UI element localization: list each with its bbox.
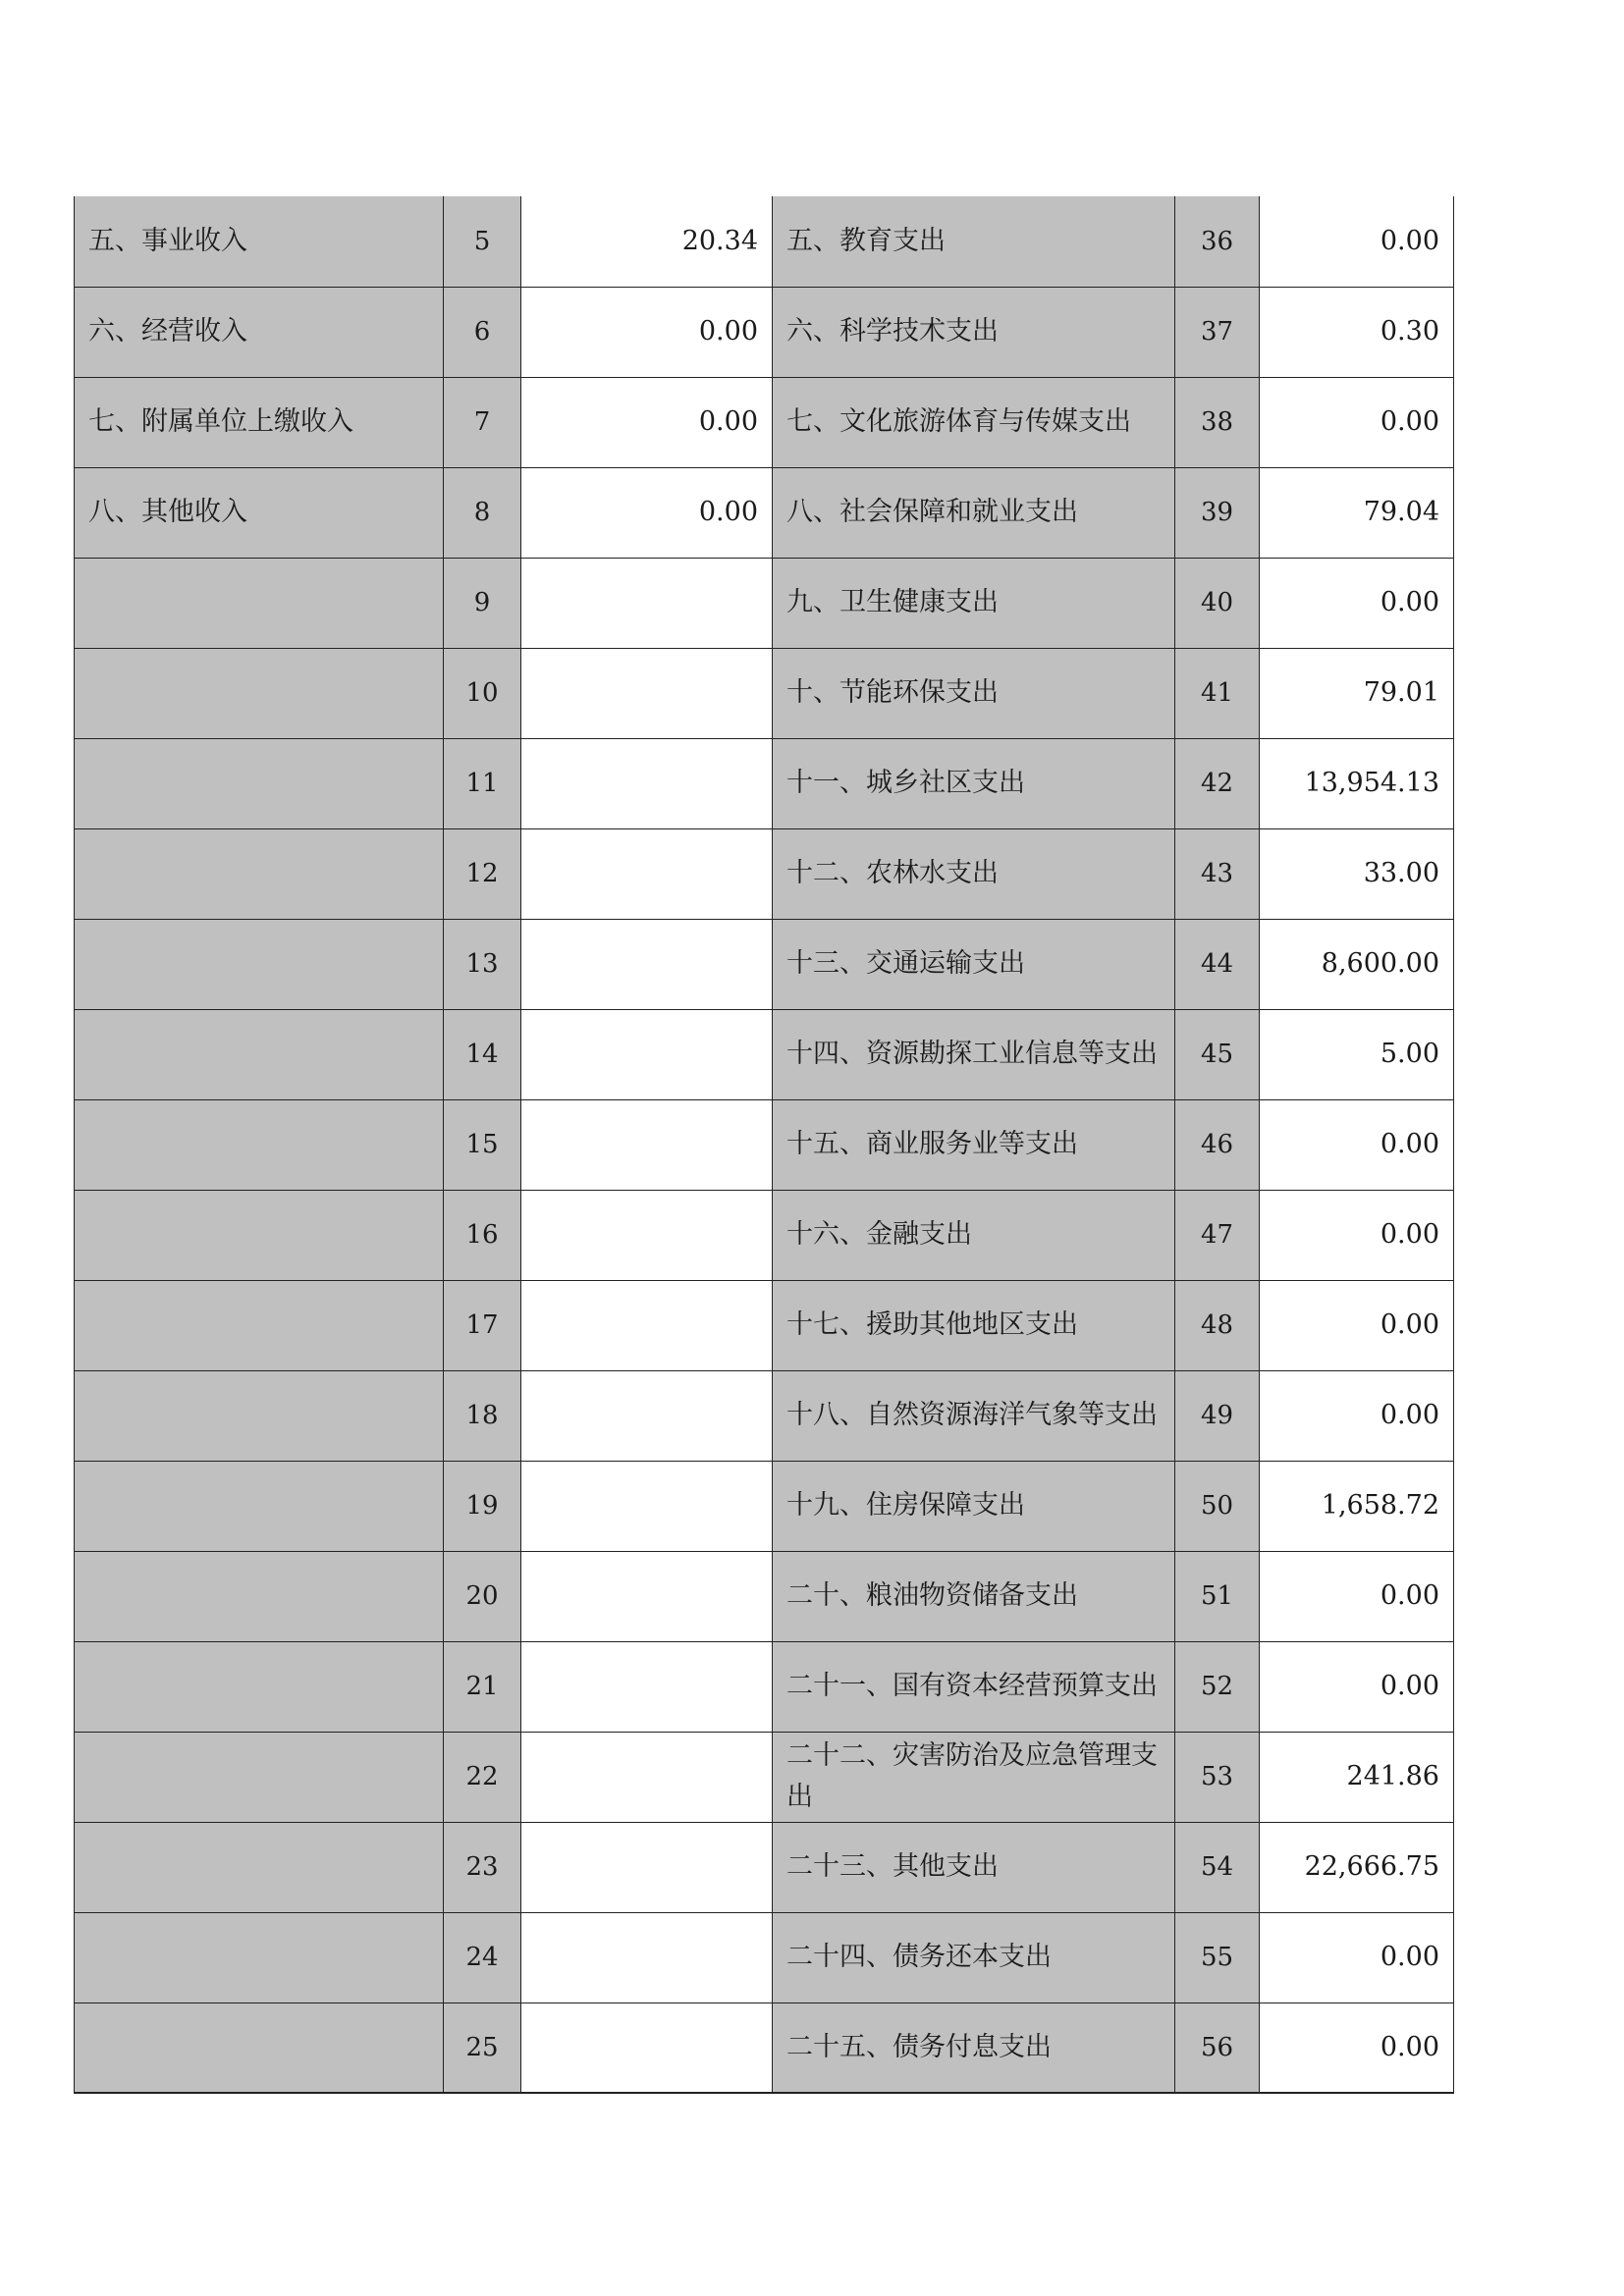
expense-line-number-cell: 37 [1175, 287, 1260, 377]
expense-amount-cell: 5.00 [1260, 1009, 1454, 1099]
expense-amount-cell: 0.00 [1260, 1912, 1454, 2002]
income-line-number-cell: 6 [444, 287, 521, 377]
table-row [75, 828, 1454, 919]
income-line-number-cell: 7 [444, 377, 521, 467]
income-item-cell [75, 1641, 444, 1732]
expense-amount-cell: 79.04 [1260, 467, 1454, 558]
income-line-number-cell: 25 [444, 2002, 521, 2093]
expense-item-cell: 五、教育支出 [773, 196, 1175, 287]
income-amount-cell: 0.00 [521, 287, 773, 377]
table-row [75, 1461, 1454, 1551]
expense-item-cell: 二十一、国有资本经营预算支出 [773, 1641, 1175, 1732]
table-row [75, 1099, 1454, 1190]
expense-amount-cell: 0.00 [1260, 2002, 1454, 2093]
income-amount-cell: 0.00 [521, 467, 773, 558]
income-line-number-cell: 11 [444, 738, 521, 828]
expense-line-number-cell: 38 [1175, 377, 1260, 467]
expense-item-cell: 六、科学技术支出 [773, 287, 1175, 377]
expense-line-number-cell: 36 [1175, 196, 1260, 287]
income-item-cell [75, 1190, 444, 1280]
expense-line-number-cell: 39 [1175, 467, 1260, 558]
table-row [75, 558, 1454, 648]
expense-item-cell: 十八、自然资源海洋气象等支出 [773, 1370, 1175, 1461]
table-row [75, 1551, 1454, 1641]
expense-amount-cell: 13,954.13 [1260, 738, 1454, 828]
income-amount-cell [521, 558, 773, 648]
expense-line-number-cell: 46 [1175, 1099, 1260, 1190]
expense-line-number-cell: 48 [1175, 1280, 1260, 1370]
income-item-cell [75, 1822, 444, 1912]
income-amount-cell [521, 919, 773, 1009]
expense-item-cell: 二十三、其他支出 [773, 1822, 1175, 1912]
table-row [75, 1190, 1454, 1280]
table-row [75, 287, 1454, 377]
income-amount-cell [521, 648, 773, 738]
income-line-number-cell: 24 [444, 1912, 521, 2002]
expense-amount-cell: 79.01 [1260, 648, 1454, 738]
expense-amount-cell: 8,600.00 [1260, 919, 1454, 1009]
income-line-number-cell: 19 [444, 1461, 521, 1551]
expense-line-number-cell: 43 [1175, 828, 1260, 919]
income-amount-cell [521, 1912, 773, 2002]
income-amount-cell [521, 1009, 773, 1099]
expense-item-cell: 十九、住房保障支出 [773, 1461, 1175, 1551]
expense-line-number-cell: 52 [1175, 1641, 1260, 1732]
income-amount-cell [521, 1280, 773, 1370]
expense-amount-cell: 0.00 [1260, 1551, 1454, 1641]
expense-item-cell: 九、卫生健康支出 [773, 558, 1175, 648]
expense-amount-cell: 0.00 [1260, 1099, 1454, 1190]
table-row [75, 738, 1454, 828]
expense-item-cell: 十二、农林水支出 [773, 828, 1175, 919]
expense-amount-cell: 1,658.72 [1260, 1461, 1454, 1551]
income-item-cell [75, 1461, 444, 1551]
expense-amount-cell: 0.00 [1260, 1190, 1454, 1280]
income-amount-cell [521, 738, 773, 828]
table-row [75, 919, 1454, 1009]
income-item-cell [75, 558, 444, 648]
income-item-cell [75, 919, 444, 1009]
expense-amount-cell: 22,666.75 [1260, 1822, 1454, 1912]
income-amount-cell [521, 2002, 773, 2093]
income-amount-cell [521, 1370, 773, 1461]
income-amount-cell [521, 1732, 773, 1822]
expense-line-number-cell: 40 [1175, 558, 1260, 648]
income-line-number-cell: 8 [444, 467, 521, 558]
income-line-number-cell: 9 [444, 558, 521, 648]
expense-item-cell: 八、社会保障和就业支出 [773, 467, 1175, 558]
income-line-number-cell: 22 [444, 1732, 521, 1822]
income-item-cell [75, 2002, 444, 2093]
income-item-cell: 五、事业收入 [75, 196, 444, 287]
income-item-cell: 六、经营收入 [75, 287, 444, 377]
table-row [75, 196, 1454, 287]
expense-line-number-cell: 56 [1175, 2002, 1260, 2093]
income-item-cell [75, 828, 444, 919]
expense-item-cell: 二十二、灾害防治及应急管理支出 [773, 1732, 1175, 1822]
expense-amount-cell: 33.00 [1260, 828, 1454, 919]
income-item-cell [75, 1370, 444, 1461]
expense-amount-cell: 0.00 [1260, 1280, 1454, 1370]
income-amount-cell [521, 828, 773, 919]
income-line-number-cell: 21 [444, 1641, 521, 1732]
expense-line-number-cell: 53 [1175, 1732, 1260, 1822]
income-line-number-cell: 13 [444, 919, 521, 1009]
income-amount-cell [521, 1641, 773, 1732]
table-row [75, 1370, 1454, 1461]
expense-amount-cell: 0.30 [1260, 287, 1454, 377]
income-item-cell [75, 738, 444, 828]
income-item-cell: 七、附属单位上缴收入 [75, 377, 444, 467]
income-amount-cell [521, 1822, 773, 1912]
expense-item-cell: 十六、金融支出 [773, 1190, 1175, 1280]
table-row [75, 1280, 1454, 1370]
income-item-cell [75, 648, 444, 738]
expense-amount-cell: 0.00 [1260, 196, 1454, 287]
expense-line-number-cell: 41 [1175, 648, 1260, 738]
income-item-cell [75, 1732, 444, 1822]
expense-amount-cell: 0.00 [1260, 1370, 1454, 1461]
income-line-number-cell: 23 [444, 1822, 521, 1912]
income-amount-cell: 0.00 [521, 377, 773, 467]
expense-line-number-cell: 54 [1175, 1822, 1260, 1912]
expense-line-number-cell: 45 [1175, 1009, 1260, 1099]
table-row [75, 1009, 1454, 1099]
table-row [75, 1732, 1454, 1822]
income-line-number-cell: 5 [444, 196, 521, 287]
expense-line-number-cell: 51 [1175, 1551, 1260, 1641]
expense-item-cell: 十一、城乡社区支出 [773, 738, 1175, 828]
income-amount-cell [521, 1190, 773, 1280]
income-line-number-cell: 12 [444, 828, 521, 919]
expense-line-number-cell: 50 [1175, 1461, 1260, 1551]
income-amount-cell [521, 1551, 773, 1641]
expense-line-number-cell: 47 [1175, 1190, 1260, 1280]
expense-item-cell: 二十五、债务付息支出 [773, 2002, 1175, 2093]
income-amount-cell [521, 1099, 773, 1190]
table-row [75, 467, 1454, 558]
expense-item-cell: 十四、资源勘探工业信息等支出 [773, 1009, 1175, 1099]
expense-line-number-cell: 42 [1175, 738, 1260, 828]
table-row [75, 1641, 1454, 1732]
income-line-number-cell: 10 [444, 648, 521, 738]
income-line-number-cell: 17 [444, 1280, 521, 1370]
expense-amount-cell: 0.00 [1260, 1641, 1454, 1732]
income-amount-cell [521, 1461, 773, 1551]
income-amount-cell: 20.34 [521, 196, 773, 287]
table-row [75, 377, 1454, 467]
expense-item-cell: 二十、粮油物资储备支出 [773, 1551, 1175, 1641]
expense-amount-cell: 0.00 [1260, 558, 1454, 648]
expense-amount-cell: 0.00 [1260, 377, 1454, 467]
income-line-number-cell: 18 [444, 1370, 521, 1461]
budget-table [74, 196, 1454, 2094]
expense-item-cell: 二十四、债务还本支出 [773, 1912, 1175, 2002]
table-row [75, 1822, 1454, 1912]
income-item-cell [75, 1009, 444, 1099]
income-line-number-cell: 16 [444, 1190, 521, 1280]
income-line-number-cell: 20 [444, 1551, 521, 1641]
expense-line-number-cell: 49 [1175, 1370, 1260, 1461]
income-item-cell [75, 1551, 444, 1641]
income-item-cell [75, 1099, 444, 1190]
expense-line-number-cell: 44 [1175, 919, 1260, 1009]
expense-item-cell: 七、文化旅游体育与传媒支出 [773, 377, 1175, 467]
table-row [75, 2002, 1454, 2093]
income-line-number-cell: 14 [444, 1009, 521, 1099]
expense-line-number-cell: 55 [1175, 1912, 1260, 2002]
expense-amount-cell: 241.86 [1260, 1732, 1454, 1822]
income-item-cell [75, 1280, 444, 1370]
table-row [75, 648, 1454, 738]
expense-item-cell: 十、节能环保支出 [773, 648, 1175, 738]
expense-item-cell: 十七、援助其他地区支出 [773, 1280, 1175, 1370]
table-row [75, 1912, 1454, 2002]
income-item-cell: 八、其他收入 [75, 467, 444, 558]
expense-item-cell: 十三、交通运输支出 [773, 919, 1175, 1009]
expense-item-cell: 十五、商业服务业等支出 [773, 1099, 1175, 1190]
income-item-cell [75, 1912, 444, 2002]
income-line-number-cell: 15 [444, 1099, 521, 1190]
